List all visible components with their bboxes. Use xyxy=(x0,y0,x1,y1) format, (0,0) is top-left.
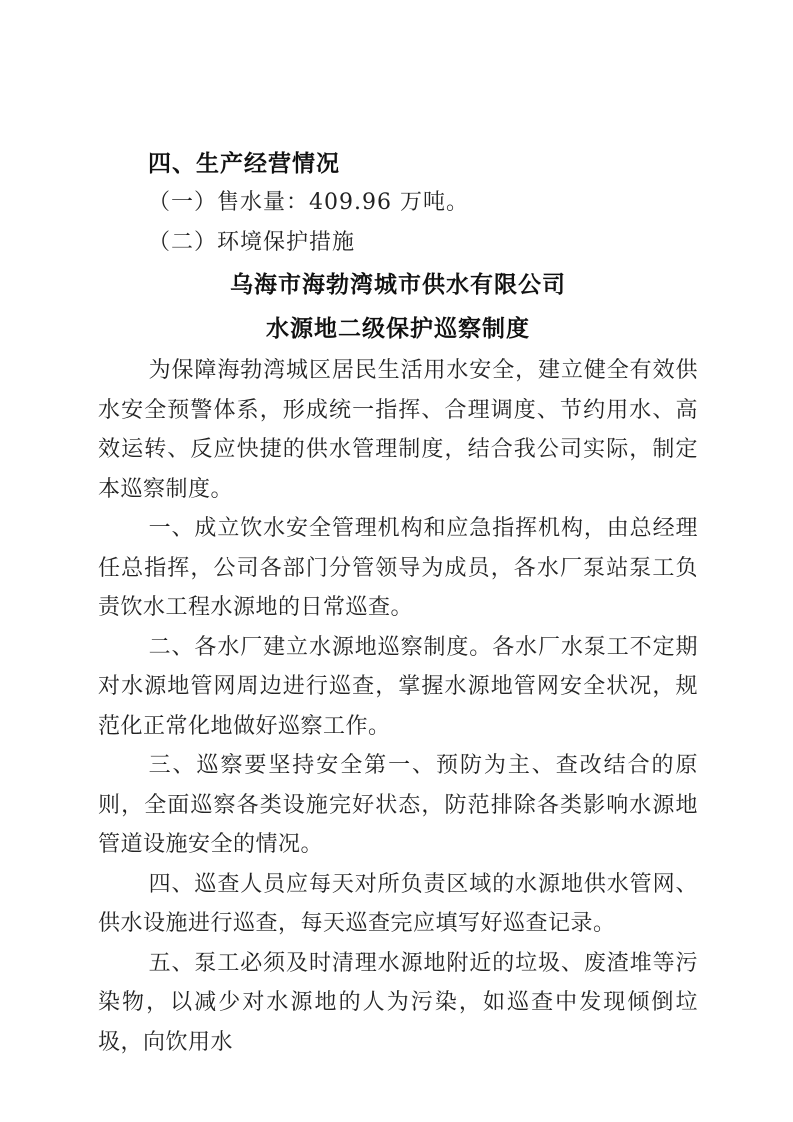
document-content xyxy=(98,143,698,1062)
paragraph-item-1: 一、成立饮水安全管理机构和应急指挥机构，由总经理任总指挥，公司各部门分管领导为成员，各水厂泵站泵工负责饮水工程水源地的日常巡查。 xyxy=(98,516,698,620)
company-title: 乌海市海勃湾城市供水有限公司 xyxy=(230,271,566,298)
section-heading: 四、生产经营情况 xyxy=(148,150,340,176)
paragraph-item-3: 三、巡察要坚持安全第一、预防为主、查改结合的原则，全面巡察各类设施完好状态，防范排除各类影响水源地管道设施安全的情况。 xyxy=(98,753,698,857)
list-item-environment-measures: （二）环境保护措施 xyxy=(148,230,356,255)
paragraph-item-5: 五、泵工必须及时清理水源地附近的垃圾、废渣堆等污染物，以减少对水源地的人为污染，如巡查中发现倾倒垃圾，向饮用水 xyxy=(98,950,698,1055)
paragraph-intro: 为保障海勃湾城区居民生活用水安全，建立健全有效供水安全预警体系，形成统一指挥、合理调度、节约用水、高效运转、反应快捷的供水管理制度，结合我公司实际，制定本巡察制度。 xyxy=(98,358,698,502)
list-item-water-sales: （一）售水量：409.96 万吨。 xyxy=(148,190,469,215)
paragraph-item-4: 四、巡查人员应每天对所负责区域的水源地供水管网、供水设施进行巡查，每天巡查完应填写好巡查记录。 xyxy=(98,871,698,936)
paragraph-item-2: 二、各水厂建立水源地巡察制度。各水厂水泵工不定期对水源地管网周边进行巡查，掌握水源地管网安全状况，规范化正常化地做好巡察工作。 xyxy=(98,634,698,739)
policy-title: 水源地二级保护巡察制度 xyxy=(266,315,530,342)
